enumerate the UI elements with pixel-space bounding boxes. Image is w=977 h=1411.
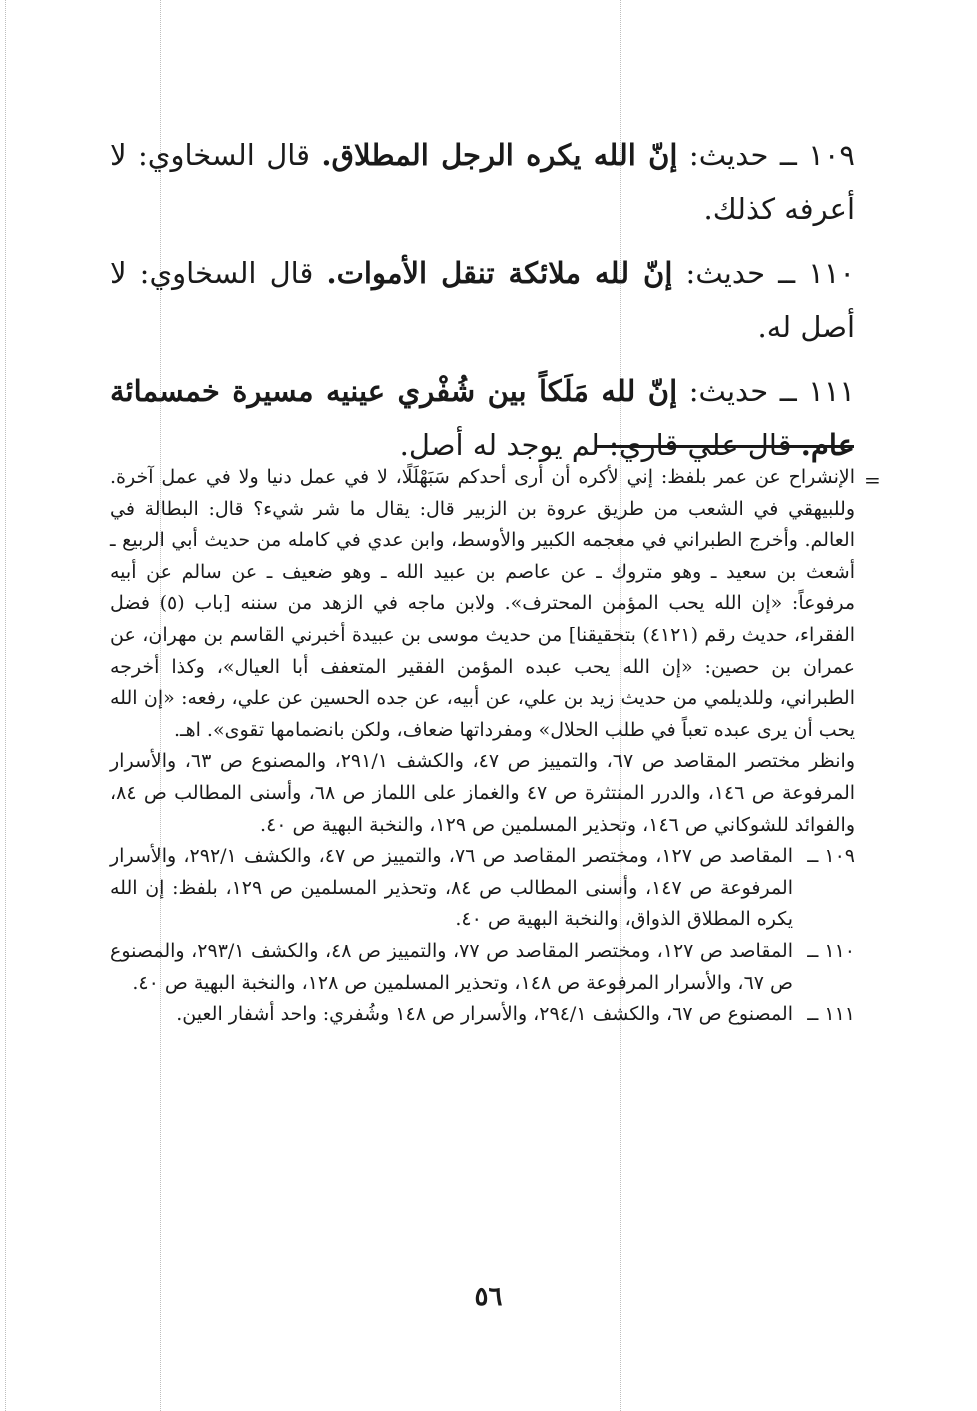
- entry-comment: قال السخاوي: لا أصل له.: [110, 256, 855, 344]
- footnote-item-110: [110, 936, 855, 999]
- footnotes: [110, 462, 855, 1031]
- entry-comment: قال السخاوي: لا أعرفه كذلك.: [110, 138, 855, 226]
- continuation-mark: =: [864, 468, 881, 492]
- page-number: ٥٦: [474, 1282, 503, 1312]
- scan-artifact-line: [5, 0, 6, 1411]
- entry-number: ١٠٩: [808, 138, 855, 172]
- footnote-text: المقاصد ص ١٢٧، ومختصر المقاصد ص ٧٦، والتمييز ص ٤٧، والكشف ٢٩٢/١، والأسرار المرفوعة ص ١٤٧، وأسنى المطالب ص ٨٤، وتحذير المسلمين ص ١٢٩، بلفظ: إن الله يكره المطلاق الذواق، والنخبة البهية ص ٤٠.: [110, 845, 793, 931]
- footnote-text: المصنوع ص ٦٧، والكشف ٢٩٤/١، والأسرار ص ١٤٨ وشُفري: واحد أشفار العين.: [176, 1003, 793, 1026]
- entry-comment: قال علي قاري: لم يوجد له أصل.: [399, 428, 792, 462]
- main-text: [110, 128, 855, 482]
- footnote-number: ١٠٩ ــ: [807, 845, 855, 868]
- hadith-text: إنّ لله ملائكة تنقل الأموات.: [326, 256, 673, 290]
- footnote-item-111: [110, 999, 855, 1031]
- footnote-see-also-paragraph: وانظر مختصر المقاصد ص ٦٧، والتمييز ص ٤٧، والكشف ٢٩١/١، والمصنوع ص ٦٣، والأسرار المرفوعة ص ١٤٦، والدرر المنتثرة ص ٤٧ والغماز على اللماز ص ٦٨، وأسنى المطالب ص ٨٤، والفوائد للشوكاني ص ١٤٦، وتحذير المسلمين ص ١٢٩، والنخبة البهية ص ٤٠.: [110, 750, 856, 836]
- entry-lead: ــ حديث:: [688, 138, 797, 172]
- footnote-text: المقاصد ص ١٢٧، ومختصر المقاصد ص ٧٧، والتمييز ص ٤٨، والكشف ٢٩٣/١، والمصنوع ص ٦٧، والأسرار المرفوعة ص ١٤٨، وتحذير المسلمين ص ١٢٨، والنخبة البهية ص ٤٠.: [110, 939, 793, 994]
- hadith-entry-110: [110, 246, 855, 354]
- footnote-continued-paragraph: الإنشراح عن عمر بلفظ: إني لأكره أن أرى أحدكم سَبَهْلَلًا، لا في عمل دنيا ولا في عمل آخرة. وللبيهقي في الشعب من طريق عروة بن الزبير قال: يقال ما شر شيء؟ قال: البطالة في العالم. وأخرج الطبراني في معجمه الكبير والأوسط، وابن عدي في كامله من حديث أبي الربيع ـ أشعث بن سعيد ـ وهو متروك ـ عن عاصم بن عبيد الله ـ وهو ضعيف ـ عن سالم عن أبيه مرفوعاً: «إن الله يحب المؤمن المحترف». ولابن ماجه في الزهد من سننه [باب (٥) فضل الفقراء، حديث رقم (٤١٢١) بتحقيقنا] من حديث موسى بن عبيدة أخبرني القاسم بن مهران، عن عمران بن حصين: «إن الله يحب عبده المؤمن الفقير المتعفف أبا العيال»، وكذا أخرجه الطبراني، وللديلمي من حديث زيد بن علي، عن أبيه، عن جده الحسين عن علي، رفعه: «إن الله يحب أن يرى عبده تعباً في طلب الحلال» ومفرداتها ضعاف، ولكن بانضمامها تقوى». اهـ.: [110, 466, 856, 741]
- footnote-number: ١١١ ــ: [807, 1003, 855, 1026]
- hadith-text: إنّ الله يكره الرجل المطلاق.: [321, 138, 678, 172]
- footnote-item-109: [110, 841, 855, 936]
- entry-lead: ــ حديث:: [685, 256, 796, 290]
- entry-number: ١١٠: [808, 256, 856, 290]
- footnote-separator: [596, 445, 854, 448]
- entry-lead: ــ حديث:: [688, 374, 797, 408]
- hadith-entry-109: [110, 128, 855, 236]
- entry-number: ١١١: [808, 374, 856, 408]
- hadith-entry-111: [110, 364, 855, 472]
- hadith-text: إنّ لله مَلَكاً بين شُفْري عينيه مسيرة خمسمائة عام.: [110, 374, 855, 462]
- footnote-number: ١١٠ ــ: [807, 939, 855, 962]
